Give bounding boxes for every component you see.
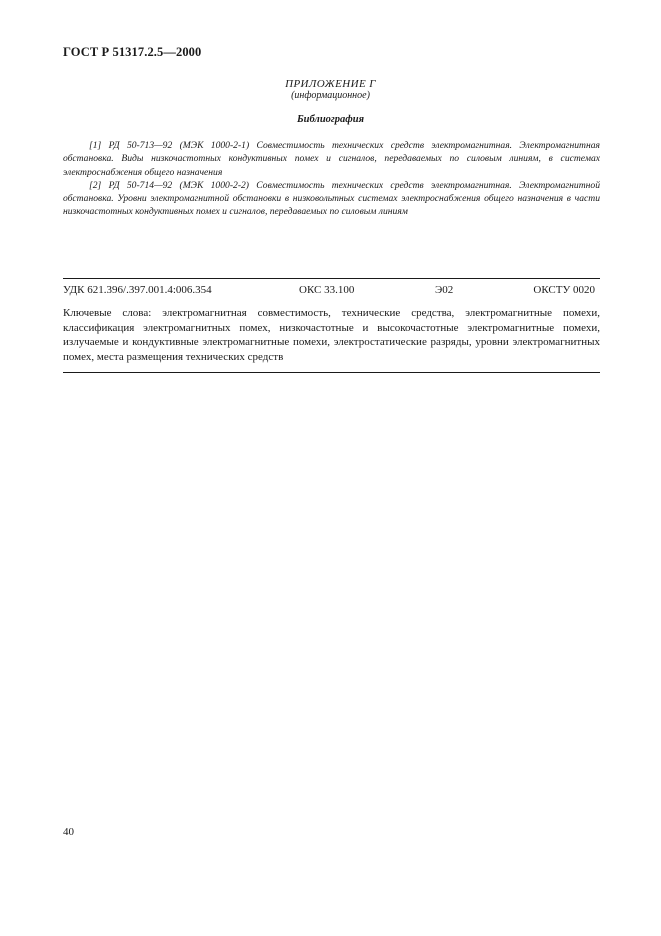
page-number: 40 — [63, 826, 74, 838]
classification-top-rule — [63, 278, 600, 279]
udk-code: УДК 621.396/.397.001.4:006.354 — [63, 284, 212, 296]
appendix-title: ПРИЛОЖЕНИЕ Г — [285, 78, 376, 90]
group-code: Э02 — [435, 284, 454, 296]
reference-item: [1] РД 50-713—92 (МЭК 1000-2-1) Совместимость технических средств электромагнитная. Электромагнитная обстановка. Виды низкочастотных кондуктивных помех и сигналов, передаваемых по силовым линиям, в системах электроснабжения общего назначения — [63, 140, 600, 178]
reference-list — [63, 139, 600, 219]
oks-code: ОКС 33.100 — [299, 284, 355, 296]
reference-item: [2] РД 50-714—92 (МЭК 1000-2-2) Совместимость технических средств электромагнитная. Электромагнитной обстановка. Уровни электромагнитной обстановки в низковольтных системах электроснабжения общего назначения в части низкочастотных кондуктивных помех и сигналов, передаваемых по силовым линиям — [63, 179, 600, 218]
okstu-code: ОКСТУ 0020 — [533, 284, 595, 296]
document-code: ГОСТ Р 51317.2.5—2000 — [63, 45, 202, 59]
appendix-subtitle: (информационное) — [291, 90, 370, 101]
bibliography-heading: Библиография — [296, 114, 365, 125]
keywords-bottom-rule — [63, 372, 600, 373]
keywords-paragraph: Ключевые слова: электромагнитная совместимость, технические средства, электромагнитные помехи, классификация электромагнитных помех, низкочастотные и высокочастотные электромагнитные помехи, излучаемые и кондуктивные электромагнитные помехи, электростатические разряды, уровни электромагнитных помех, места размещения технических средств — [63, 307, 600, 363]
appendix-header — [0, 78, 661, 101]
